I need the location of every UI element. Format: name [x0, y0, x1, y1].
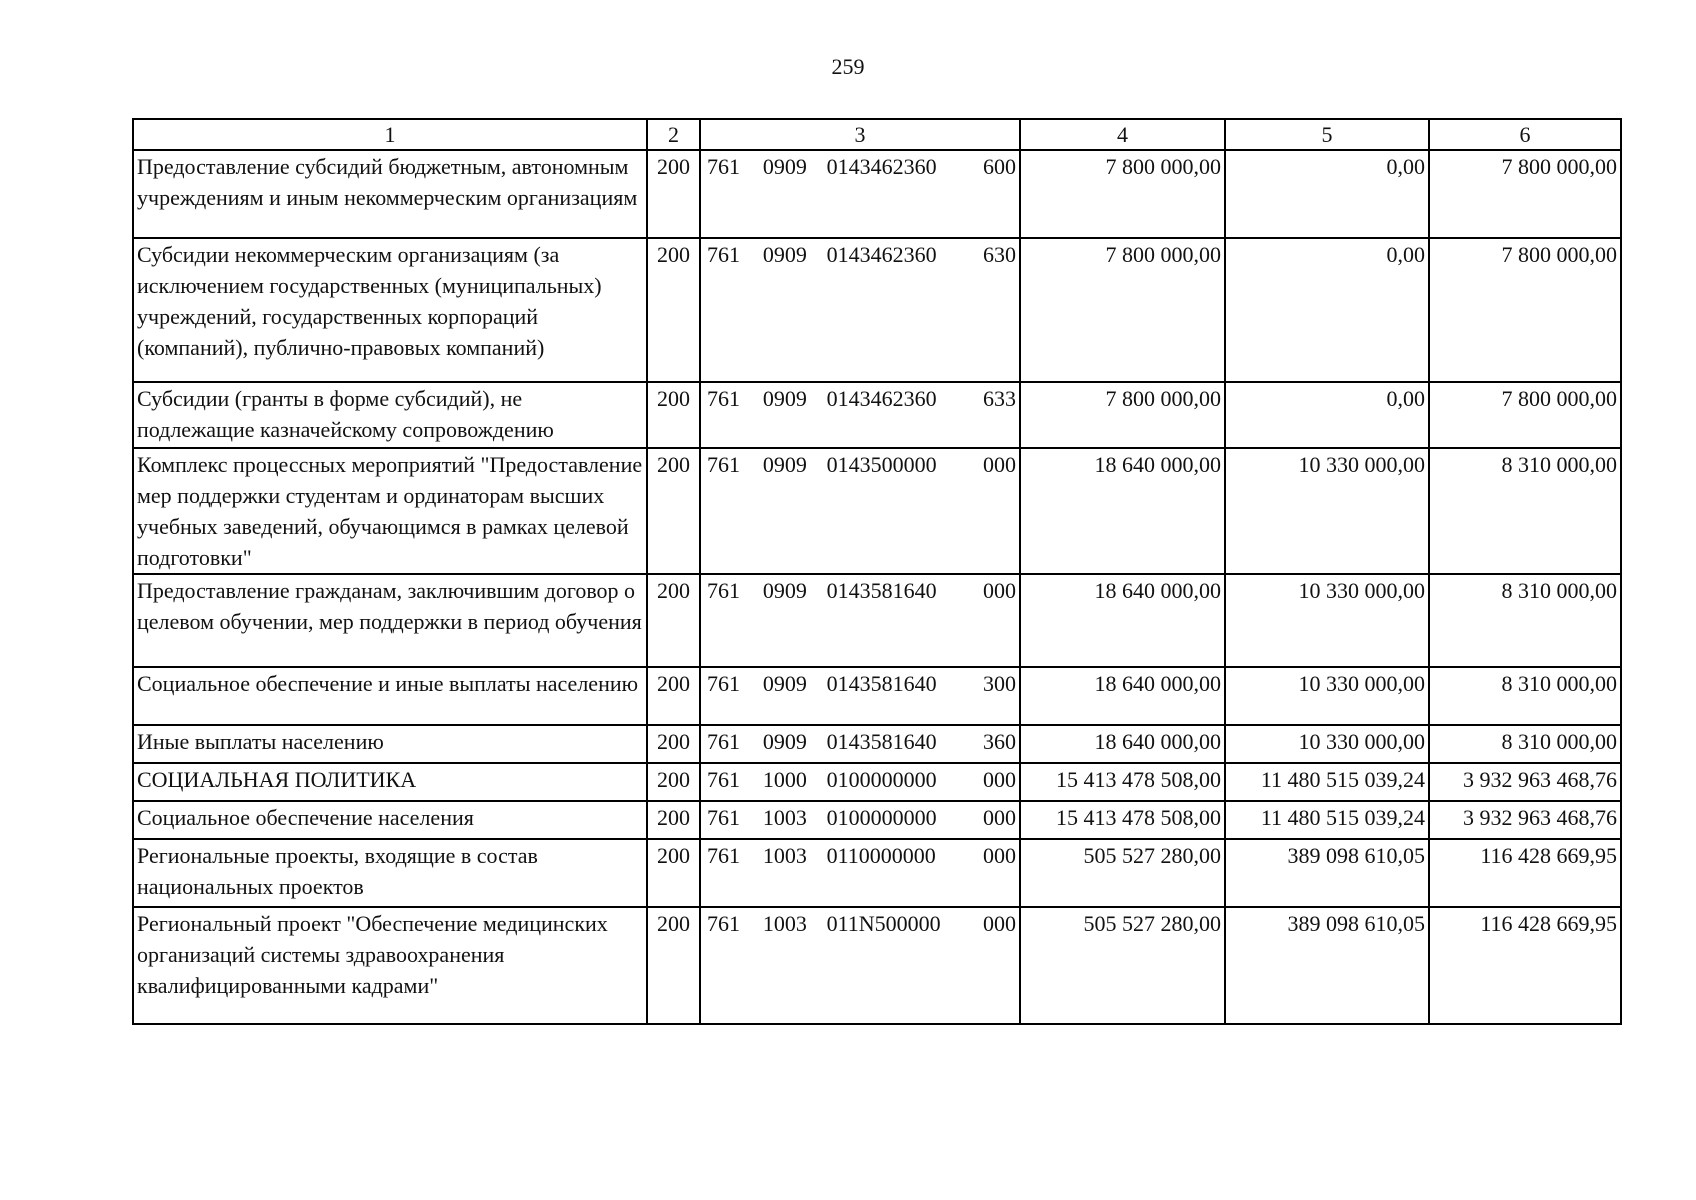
- page-number: 259: [831, 54, 865, 79]
- expense-type-code: 633: [983, 386, 1016, 411]
- amount-col5-cell: 10 330 000,00: [1225, 574, 1429, 667]
- expense-type-code: 000: [983, 767, 1016, 792]
- target-article-code: 0143500000: [826, 452, 937, 477]
- amount-col5-cell: 10 330 000,00: [1225, 725, 1429, 763]
- classification-codes-cell: [700, 839, 1020, 907]
- classification-codes: [704, 449, 1016, 480]
- expense-type-code: 000: [983, 843, 1016, 868]
- code-cell: 200: [647, 238, 700, 382]
- classification-codes: [704, 383, 1016, 414]
- amount-col4-cell: 18 640 000,00: [1020, 725, 1225, 763]
- amount-col5-cell: 0,00: [1225, 382, 1429, 448]
- classification-codes: [704, 764, 1016, 795]
- classification-codes: [704, 802, 1016, 833]
- expense-name-cell: Социальное обеспечение и иные выплаты населению: [133, 667, 647, 725]
- expense-type-code: 000: [983, 578, 1016, 603]
- table-row: [133, 667, 1621, 725]
- target-article-code: 0143581640: [826, 729, 937, 754]
- amount-col5-cell: 11 480 515 039,24: [1225, 763, 1429, 801]
- amount-col5-cell: 10 330 000,00: [1225, 448, 1429, 574]
- column-header-2: 2: [647, 119, 700, 150]
- classification-codes-cell: [700, 907, 1020, 1024]
- amount-col6-cell: 7 800 000,00: [1429, 238, 1621, 382]
- section-code: 0909: [762, 578, 807, 603]
- code-cell: 200: [647, 907, 700, 1024]
- amount-col4-cell: 15 413 478 508,00: [1020, 763, 1225, 801]
- column-header-5: 5: [1225, 119, 1429, 150]
- table-row: [133, 382, 1621, 448]
- grbs-code: 761: [707, 452, 740, 477]
- grbs-code: 761: [707, 578, 740, 603]
- classification-codes-cell: [700, 448, 1020, 574]
- amount-col6-cell: 8 310 000,00: [1429, 725, 1621, 763]
- column-header-6: 6: [1429, 119, 1621, 150]
- classification-codes: [704, 908, 1016, 939]
- classification-codes: [704, 840, 1016, 871]
- classification-codes-cell: [700, 763, 1020, 801]
- amount-col6-cell: 116 428 669,95: [1429, 907, 1621, 1024]
- code-cell: 200: [647, 801, 700, 839]
- code-cell: 200: [647, 763, 700, 801]
- code-cell: 200: [647, 574, 700, 667]
- amount-col4-cell: 7 800 000,00: [1020, 238, 1225, 382]
- code-cell: 200: [647, 382, 700, 448]
- classification-codes: [704, 668, 1016, 699]
- table-row: [133, 725, 1621, 763]
- amount-col6-cell: 8 310 000,00: [1429, 667, 1621, 725]
- classification-codes-cell: [700, 667, 1020, 725]
- grbs-code: 761: [707, 386, 740, 411]
- amount-col5-cell: 389 098 610,05: [1225, 839, 1429, 907]
- target-article-code: 0110000000: [826, 843, 936, 868]
- classification-codes-cell: [700, 150, 1020, 238]
- target-article-code: 0143462360: [826, 154, 937, 179]
- code-cell: 200: [647, 667, 700, 725]
- amount-col6-cell: 3 932 963 468,76: [1429, 763, 1621, 801]
- expense-type-code: 000: [983, 911, 1016, 936]
- expense-name-cell: Иные выплаты населению: [133, 725, 647, 763]
- expense-type-code: 630: [983, 242, 1016, 267]
- expense-type-code: 000: [983, 805, 1016, 830]
- column-header-4: 4: [1020, 119, 1225, 150]
- expense-type-code: 600: [983, 154, 1016, 179]
- expense-type-code: 300: [983, 671, 1016, 696]
- expense-name-cell: Региональный проект "Обеспечение медицинских организаций системы здравоохранения квалифицированными кадрами": [133, 907, 647, 1024]
- expense-type-code: 000: [983, 452, 1016, 477]
- section-code: 0909: [762, 154, 807, 179]
- code-cell: 200: [647, 448, 700, 574]
- classification-codes: [704, 151, 1016, 182]
- code-cell: 200: [647, 150, 700, 238]
- section-code: 0909: [762, 729, 807, 754]
- amount-col6-cell: 3 932 963 468,76: [1429, 801, 1621, 839]
- table-row: [133, 150, 1621, 238]
- table-row: [133, 238, 1621, 382]
- amount-col6-cell: 8 310 000,00: [1429, 448, 1621, 574]
- expense-name-cell: Предоставление гражданам, заключившим договор о целевом обучении, мер поддержки в период обучения: [133, 574, 647, 667]
- expense-name-cell: Комплекс процессных мероприятий "Предоставление мер поддержки студентам и ординаторам высших учебных заведений, обучающимся в рамках целевой подготовки": [133, 448, 647, 574]
- target-article-code: 0143581640: [826, 578, 937, 603]
- column-header-1: 1: [133, 119, 647, 150]
- table-row: [133, 574, 1621, 667]
- amount-col5-cell: 10 330 000,00: [1225, 667, 1429, 725]
- section-code: 1003: [762, 843, 807, 868]
- section-code: 0909: [762, 386, 807, 411]
- amount-col5-cell: 389 098 610,05: [1225, 907, 1429, 1024]
- table-row: [133, 801, 1621, 839]
- amount-col6-cell: 7 800 000,00: [1429, 150, 1621, 238]
- grbs-code: 761: [707, 805, 740, 830]
- target-article-code: 011N500000: [826, 911, 941, 936]
- classification-codes: [704, 575, 1016, 606]
- grbs-code: 761: [707, 767, 740, 792]
- expense-name-cell: Субсидии (гранты в форме субсидий), не подлежащие казначейскому сопровождению: [133, 382, 647, 448]
- amount-col6-cell: 8 310 000,00: [1429, 574, 1621, 667]
- target-article-code: 0143581640: [826, 671, 937, 696]
- table-row: [133, 448, 1621, 574]
- column-number-row: [133, 119, 1621, 150]
- grbs-code: 761: [707, 671, 740, 696]
- section-code: 0909: [762, 452, 807, 477]
- code-cell: 200: [647, 725, 700, 763]
- classification-codes: [704, 239, 1016, 270]
- classification-codes: [704, 726, 1016, 757]
- budget-table: [132, 118, 1622, 1025]
- column-header-3: 3: [700, 119, 1020, 150]
- grbs-code: 761: [707, 729, 740, 754]
- section-code: 0909: [762, 242, 807, 267]
- amount-col4-cell: 15 413 478 508,00: [1020, 801, 1225, 839]
- classification-codes-cell: [700, 725, 1020, 763]
- grbs-code: 761: [707, 911, 740, 936]
- amount-col4-cell: 505 527 280,00: [1020, 907, 1225, 1024]
- classification-codes-cell: [700, 382, 1020, 448]
- amount-col4-cell: 7 800 000,00: [1020, 150, 1225, 238]
- target-article-code: 0100000000: [826, 805, 937, 830]
- amount-col5-cell: 11 480 515 039,24: [1225, 801, 1429, 839]
- amount-col5-cell: 0,00: [1225, 150, 1429, 238]
- amount-col6-cell: 7 800 000,00: [1429, 382, 1621, 448]
- expense-name-cell: Субсидии некоммерческим организациям (за исключением государственных (муниципальных) учреждений, государственных корпораций (компаний), публично-правовых компаний): [133, 238, 647, 382]
- section-code: 1000: [762, 767, 807, 792]
- target-article-code: 0143462360: [826, 386, 937, 411]
- code-cell: 200: [647, 839, 700, 907]
- target-article-code: 0100000000: [826, 767, 937, 792]
- amount-col4-cell: 18 640 000,00: [1020, 574, 1225, 667]
- budget-table-body: [133, 119, 1621, 1024]
- classification-codes-cell: [700, 801, 1020, 839]
- expense-name-cell: Предоставление субсидий бюджетным, автономным учреждениям и иным некоммерческим организациям: [133, 150, 647, 238]
- expense-type-code: 360: [983, 729, 1016, 754]
- grbs-code: 761: [707, 843, 740, 868]
- amount-col4-cell: 7 800 000,00: [1020, 382, 1225, 448]
- classification-codes-cell: [700, 238, 1020, 382]
- table-row: [133, 763, 1621, 801]
- table-row: [133, 907, 1621, 1024]
- expense-name-cell: Социальное обеспечение населения: [133, 801, 647, 839]
- expense-name-cell: Региональные проекты, входящие в состав национальных проектов: [133, 839, 647, 907]
- amount-col4-cell: 505 527 280,00: [1020, 839, 1225, 907]
- grbs-code: 761: [707, 242, 740, 267]
- amount-col4-cell: 18 640 000,00: [1020, 667, 1225, 725]
- target-article-code: 0143462360: [826, 242, 937, 267]
- section-code: 0909: [762, 671, 807, 696]
- section-code: 1003: [762, 805, 807, 830]
- section-code: 1003: [762, 911, 807, 936]
- table-row: [133, 839, 1621, 907]
- amount-col5-cell: 0,00: [1225, 238, 1429, 382]
- grbs-code: 761: [707, 154, 740, 179]
- classification-codes-cell: [700, 574, 1020, 667]
- expense-name-cell: СОЦИАЛЬНАЯ ПОЛИТИКА: [133, 763, 647, 801]
- amount-col6-cell: 116 428 669,95: [1429, 839, 1621, 907]
- amount-col4-cell: 18 640 000,00: [1020, 448, 1225, 574]
